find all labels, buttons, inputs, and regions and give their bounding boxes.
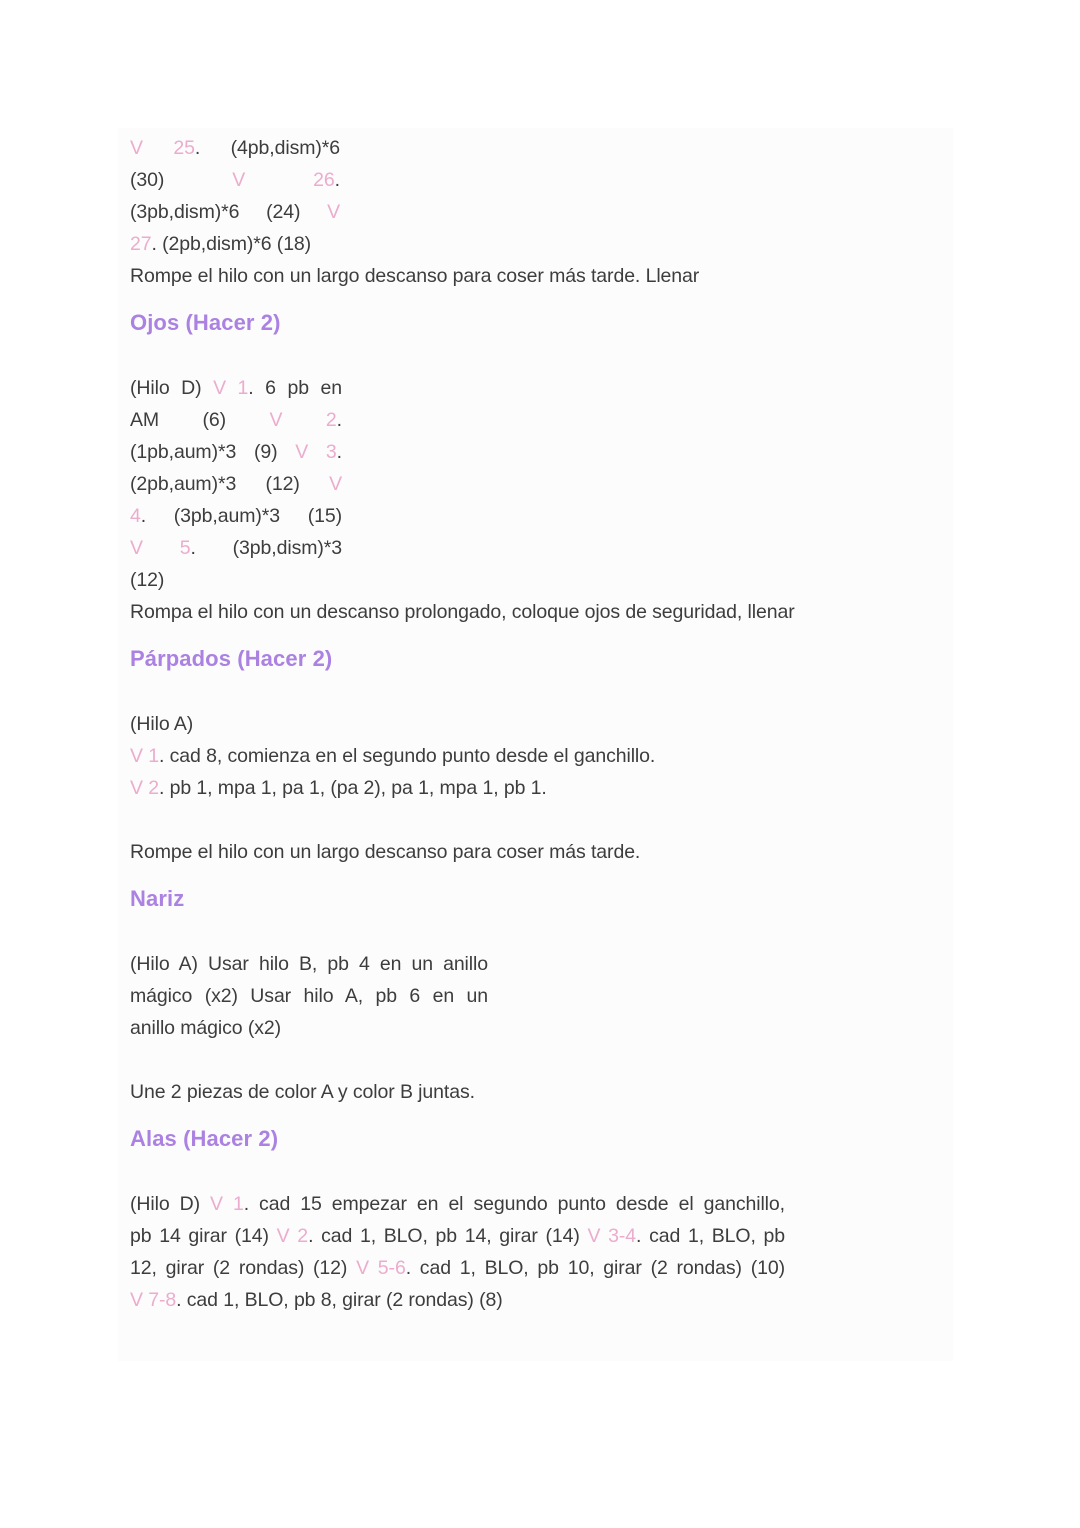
line-segment: . (2pb,dism)*6 (18) [151, 233, 312, 255]
parpados-rounds [130, 708, 953, 868]
text-line [130, 596, 953, 628]
row-marker: V 3-4 [587, 1225, 637, 1247]
row-marker: V 5 [130, 537, 191, 559]
line-segment: (3pb,dism)*6 (24) [130, 201, 328, 223]
line-segment: (2pb,aum)*3 (12) [130, 473, 330, 495]
text-line [130, 500, 342, 532]
nariz-rounds [130, 948, 488, 1044]
row-marker: V 25 [130, 137, 195, 159]
nariz-assembly-note [130, 1044, 953, 1108]
row-marker: V 7-8 [130, 1289, 177, 1311]
section-nariz: Nariz [130, 886, 185, 911]
line-segment: (Hilo A) Usar hilo B, pb 4 en un anillo [130, 953, 488, 975]
text-line [130, 372, 342, 404]
line-segment: . cad 15 empezar en el segundo punto desde el ganchillo, [243, 1193, 785, 1215]
row-marker: V [329, 473, 342, 495]
row-marker: V 2 [276, 1225, 309, 1247]
line-segment: (12) [130, 569, 165, 591]
line-segment: . [334, 169, 340, 191]
text-line [130, 196, 340, 228]
head-decrease-rounds [130, 132, 340, 260]
text-line [130, 1220, 785, 1252]
text-line [130, 1188, 785, 1220]
line-segment: 12, girar (2 rondas) (12) [130, 1257, 357, 1279]
text-line [130, 948, 488, 980]
line-segment: Une 2 piezas de color A y color B juntas. [130, 1081, 475, 1103]
line-segment: . cad 8, comienza en el segundo punto desde el ganchillo. [158, 745, 656, 767]
ojos-rounds [130, 372, 342, 596]
blank-line [130, 804, 953, 836]
line-segment: . cad 1, BLO, pb 8, girar (2 rondas) (8) [176, 1289, 503, 1311]
row-marker: 27 [130, 233, 152, 255]
line-segment: (Hilo D) [130, 1193, 211, 1215]
row-marker: V [327, 201, 340, 223]
row-marker: V 5-6 [356, 1257, 406, 1279]
row-marker: V 2 [269, 409, 337, 431]
line-segment: . 6 pb en [248, 377, 342, 399]
text-line [130, 468, 342, 500]
text-line [130, 228, 340, 260]
line-segment: pb 14 girar (14) [130, 1225, 277, 1247]
row-marker: V 2 [130, 777, 159, 799]
line-segment: . [336, 441, 342, 463]
text-line [130, 708, 953, 740]
text-line [130, 740, 953, 772]
text-line [130, 1012, 488, 1044]
head-finish-note [130, 260, 953, 292]
text-line [130, 1076, 953, 1108]
line-segment: AM (6) [130, 409, 270, 431]
text-line [130, 404, 342, 436]
text-line [130, 1252, 785, 1284]
line-segment: . cad 1, BLO, pb [636, 1225, 785, 1247]
row-marker: V 1 [130, 745, 159, 767]
section-parpados: Párpados (Hacer 2) [130, 646, 333, 671]
line-segment: . (3pb,dism)*3 [190, 537, 342, 559]
line-segment: mágico (x2) Usar hilo A, pb 6 en un [130, 985, 488, 1007]
blank-line [130, 1044, 953, 1076]
alas-rounds [130, 1188, 785, 1316]
section-alas: Alas (Hacer 2) [130, 1126, 279, 1151]
line-segment: . [336, 409, 342, 431]
text-line [130, 836, 953, 868]
line-segment: . (3pb,aum)*3 (15) [140, 505, 342, 527]
text-line [130, 1284, 785, 1316]
line-segment: Rompa el hilo con un descanso prolongado, coloque ojos de seguridad, llenar [130, 601, 795, 623]
line-segment: (1pb,aum)*3 (9) [130, 441, 296, 463]
text-line [130, 260, 953, 292]
line-segment: (30) [130, 169, 233, 191]
row-marker: 4 [130, 505, 141, 527]
row-marker: V 1 [213, 377, 249, 399]
text-line [130, 980, 488, 1012]
row-marker: V 1 [210, 1193, 244, 1215]
text-line [130, 164, 340, 196]
row-marker: V 26 [232, 169, 335, 191]
text-line [130, 132, 340, 164]
text-line [130, 772, 953, 804]
text-line [130, 532, 342, 564]
line-segment: . (4pb,dism)*6 [194, 137, 341, 159]
line-segment: (Hilo D) [130, 377, 214, 399]
text-line [130, 564, 342, 596]
line-segment: Rompe el hilo con un largo descanso para coser más tarde. Llenar [130, 265, 700, 287]
document-content [130, 132, 953, 1316]
line-segment: (Hilo A) [130, 713, 194, 735]
line-segment: Rompe el hilo con un largo descanso para coser más tarde. [130, 841, 641, 863]
row-marker: V 3 [295, 441, 337, 463]
ojos-finish-note [130, 596, 953, 628]
line-segment: . cad 1, BLO, pb 14, girar (14) [308, 1225, 588, 1247]
section-ojos: Ojos (Hacer 2) [130, 310, 281, 335]
line-segment: anillo mágico (x2) [130, 1017, 282, 1039]
text-line [130, 436, 342, 468]
line-segment: . cad 1, BLO, pb 10, girar (2 rondas) (10) [405, 1257, 786, 1279]
line-segment: . pb 1, mpa 1, pa 1, (pa 2), pa 1, mpa 1, pb 1. [158, 777, 547, 799]
